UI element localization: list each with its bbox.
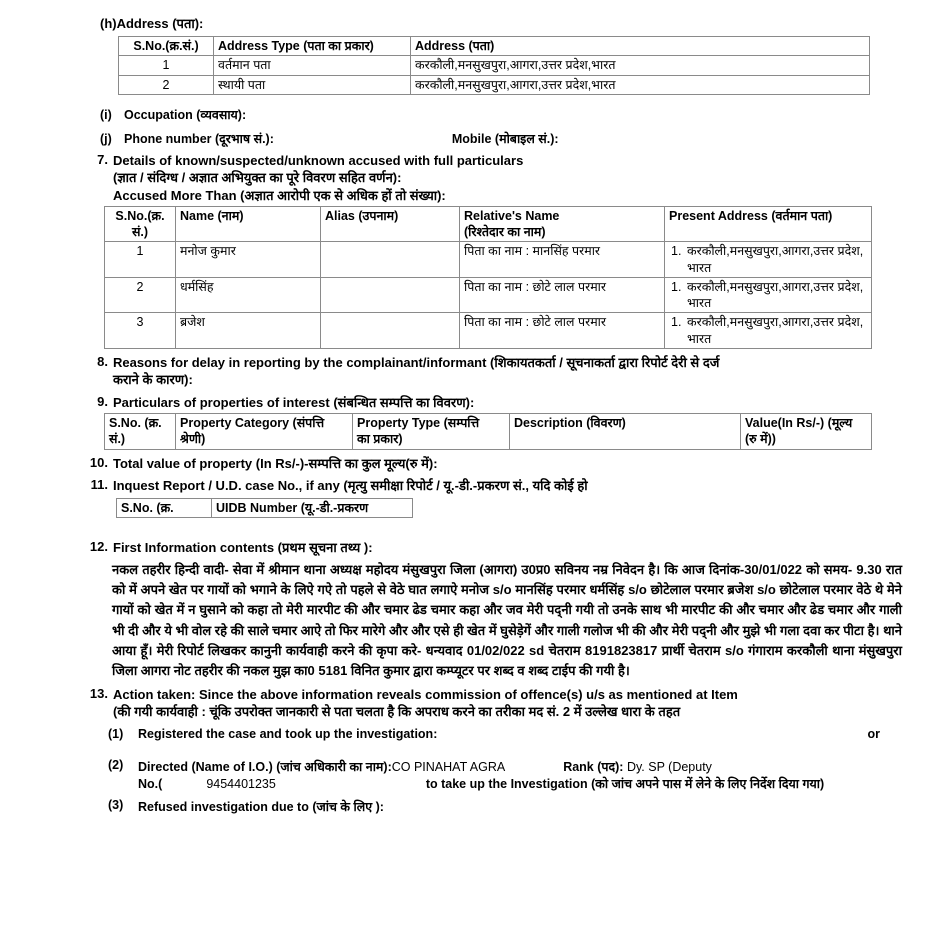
item-11-number: 11. [90,477,108,493]
action-2-tag: (2) [108,757,124,772]
item-13-title: Action taken: Since the above information reveals commission of offence(s) u/s as mentioned at Item [113,687,738,702]
item-12-title: First Information contents (प्रथम सूचना तथ्य ): [113,539,373,555]
occupation-tag: (i) [100,107,112,122]
occupation-label: Occupation (व्यवसाय): [124,107,247,122]
address-index: 1. [671,244,682,259]
address-text: करकौली,मनसुखपुरा,आगरा,उत्तर प्रदेश, भारत [687,244,864,275]
address-index: 1. [671,315,682,330]
cell-alias [321,277,460,313]
action-sub-1 [108,727,880,741]
action-sub-2 [108,758,880,792]
table-row [119,56,870,75]
cell-name: मनोज कुमार [176,242,321,278]
narrative-text: नकल तहरीर हिन्दी वादी- सेवा में श्रीमान थाना अध्यक्ष महोदय मंसुखपुरा जिला (आगरा) उ0प्र0 सविनय नम्र निवेदन है। कि आज दिनांक-30/01/022 को समय- 9.30 रात को में अपने खेत पर गायों को भगाने के लिऐ गऐ तो पहले से वेठे घात लगाऐ मनोज s/o मानसिंह परमार धर्मसिंह s/o छोटेलाल परमार ब्रजेश s/o छोटेलाल परमार वेठे थे मेने गायों को खेत में न घुसाने को कहा तो मेरी मारपीट की और चमार ढेड चमार कहा और जव मेरी पद्नी गयी तो उनके साथ भी मारपीट की और चमार और ढेड चमार और गाली भी दी और ये भी वोल रहे की साले चमार आऐ तो फिर मारेगे और और एसे ही खेत में घुसेड़ेगें और गाली गलोज भी की और मेरी पद्नी और मुझे भी गला दवा कर पीटा है। थाने आया हूँ। मेरी रिपोर्ट लिखकर कानुनी कार्यवाही करने की कृपा करे- धन्यवाद 01/02/022 sd चेतराम 8191823817 प्रार्थी चेतराम s/o गंगाराम करकौली थाना मंसुखपुरा जिला आगरा नोट तहरीर की नकल मुझ का0 5181 विनित कुमार द्वारा कम्प्यूटर पर शब्द व शब्द टाईप की गयी है। [112,562,902,678]
header-line-2: का प्रकार) [357,432,403,447]
cell-address: करकौली,मनसुखपुरा,आगरा,उत्तर प्रदेश,भारत [411,56,870,75]
accused-col-present-address: Present Address (वर्तमान पता) [665,206,872,242]
header-line-2: सं.) [109,432,126,447]
cell-present-address [665,277,872,313]
phone-row [100,130,880,147]
table-row [105,277,872,313]
item-13 [82,686,880,721]
header-line-1: Relative's Name [464,208,560,223]
property-col-sno [105,414,176,450]
item-7 [82,152,880,204]
cell-present-address [665,242,872,278]
header-line-1: Value(In Rs/-) (मूल्य [745,416,853,431]
phone-label: Phone number (दूरभाष सं.): [124,131,274,146]
item-9-title: Particulars of properties of interest (संबन्धित सम्पत्ति का विवरण): [113,394,475,410]
header-line-2: (रु में)) [745,432,776,447]
item-10-number: 10. [89,454,108,470]
item-7-number: 7. [97,151,108,167]
accused-col-sno [105,206,176,242]
action-2-label: Directed (Name of I.O.) (जांच अधिकारी का नाम): [138,759,392,774]
cell-name: धर्मसिंह [176,277,321,313]
rank-label: Rank (पद): [563,759,624,774]
cell-sno: 1 [119,56,214,75]
item-9-number: 9. [97,393,108,409]
header-line-1: Property Category (संपत्ति [180,416,325,431]
accused-col-name: Name (नाम) [176,206,321,242]
take-up-investigation-text: to take up the Investigation (को जांच अपने पास में लेने के लिए निर्देश दिया गया) [425,776,825,791]
address-text: करकौली,मनसुखपुरा,आगरा,उत्तर प्रदेश, भारत [687,315,864,346]
header-line-1: Property Type (सम्पत्ति [357,416,480,431]
item-11-title: Inquest Report / U.D. case No., if any (मृत्यु समीक्षा रिपोर्ट / यू.-डी.-प्रकरण सं., यदि कोई हो [113,478,588,494]
rank-value: Dy. SP (Deputy [626,759,712,774]
item-8 [82,354,880,389]
item-11 [82,477,880,494]
item-8-title: Reasons for delay in reporting by the complainant/informant (शिकायतकर्ता / सूचनाकर्ता द्वारा रिपोर्ट देरी से दर्ज [113,354,720,370]
accused-table [104,206,872,349]
item-10 [82,455,880,472]
header-line-2: (रिश्तेदार का नाम) [464,225,546,240]
mobile-label: Mobile (मोबाइल सं.): [451,131,559,146]
address-section-label: (h)Address (पता): [100,16,204,31]
action-sub-3 [108,798,880,815]
action-3-tag: (3) [108,797,124,812]
cell-type: स्थायी पता [214,75,411,94]
address-table [118,36,870,95]
item-9 [82,394,880,411]
accused-more-than-label: Accused More Than (अज्ञात आरोपी एक से अधिक हों तो संख्या): [113,187,446,203]
property-col-value [741,414,872,450]
address-col-type: Address Type (पता का प्रकार) [214,37,411,56]
item-13-number: 13. [89,686,108,701]
table-header-row [105,414,872,450]
header-line-2: श्रेणी) [180,432,206,447]
cell-present-address [665,313,872,349]
cell-type: वर्तमान पता [214,56,411,75]
cell-alias [321,242,460,278]
cell-sno: 3 [105,313,176,349]
table-header-row [117,498,413,517]
uidb-col-sno: S.No. (क्र. [117,498,212,517]
table-row [105,313,872,349]
property-col-category [176,414,353,450]
property-col-type [353,414,510,450]
property-col-description: Description (विवरण) [510,414,741,450]
item-12-number: 12. [89,538,108,554]
table-header-row [119,37,870,56]
first-information-narrative [112,560,902,681]
cell-relative-name: पिता का नाम : छोटे लाल परमार [460,313,665,349]
occupation-row [100,106,880,123]
cell-sno: 2 [105,277,176,313]
io-name-value: CO PINAHAT AGRA [391,759,506,774]
action-1-or: or [867,726,880,741]
action-1-label: Registered the case and took up the investigation: [138,726,438,741]
item-10-title: Total value of property (In Rs/-)-सम्पत्ति का कुल मूल्य(रु में): [113,455,438,471]
table-row [119,75,870,94]
item-12 [82,539,880,556]
address-text: करकौली,मनसुखपुरा,आगरा,उत्तर प्रदेश, भारत [687,279,864,311]
address-col-sno: S.No.(क्र.सं.) [119,37,214,56]
table-row [105,242,872,278]
item-7-title: Details of known/suspected/unknown accused with full particulars [113,152,524,168]
header-line-1: S.No.(क्र. [115,208,165,223]
io-no-value: 9454401235 [206,776,276,791]
item-8-title-cont: कराने के कारण): [113,372,193,388]
item-8-number: 8. [97,353,108,369]
cell-sno: 1 [105,242,176,278]
item-13-title-hindi: (की गयी कार्यवाही : चूंकि उपरोक्त जानकारी से पता चलता है कि अपराध करने का तरीका मद सं. 2 में उल्लेख धारा के तहत [113,704,681,720]
property-table [104,413,872,450]
action-1-tag: (1) [108,726,124,741]
accused-col-alias: Alias (उपनाम) [321,206,460,242]
cell-address: करकौली,मनसुखपुरा,आगरा,उत्तर प्रदेश,भारत [411,75,870,94]
cell-name: ब्रजेश [176,313,321,349]
accused-col-relative [460,206,665,242]
uidb-table [116,498,413,518]
cell-alias [321,313,460,349]
cell-sno: 2 [119,75,214,94]
action-3-label: Refused investigation due to (जांच के लिए ): [138,799,384,814]
header-line-1: S.No. (क्र. [109,416,162,431]
uidb-col-number: UIDB Number (यू.-डी.-प्रकरण [212,498,413,517]
cell-relative-name: पिता का नाम : मानसिंह परमार [460,242,665,278]
phone-tag: (j) [100,131,112,146]
header-line-2: सं.) [131,225,149,240]
cell-relative-name: पिता का नाम : छोटे लाल परमार [460,277,665,313]
table-header-row [105,206,872,242]
address-col-address: Address (पता) [411,37,870,56]
io-no-label: No.( [138,776,163,791]
address-index: 1. [671,279,682,294]
item-7-title-hindi: (ज्ञात / संदिग्ध / अज्ञात अभियुक्त का पूरे विवरण सहित वर्णन): [113,170,402,186]
